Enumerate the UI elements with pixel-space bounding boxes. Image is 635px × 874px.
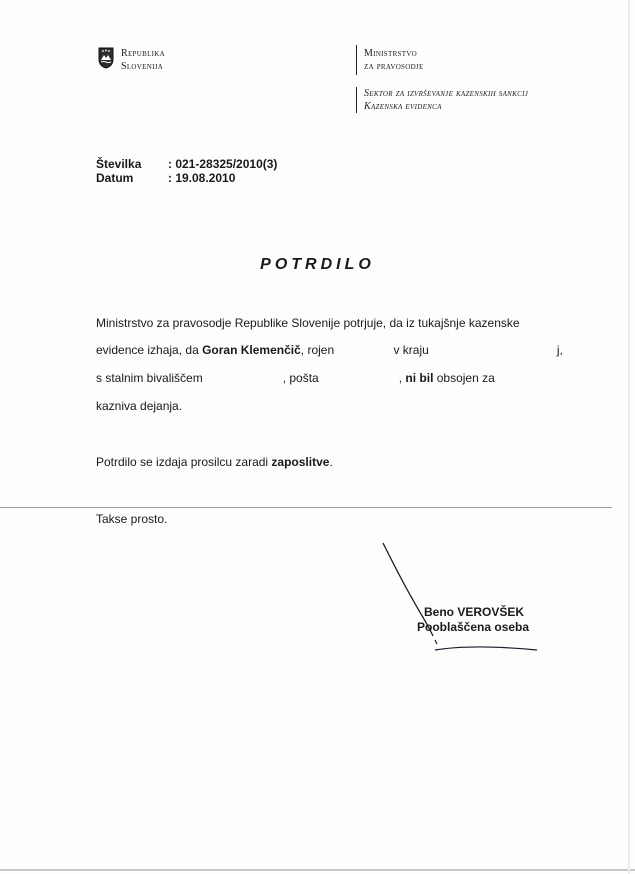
signatory-name: Beno VEROVŠEK [424,605,525,619]
republic-line2: Slovenija [121,61,164,72]
body-text: , pošta [282,371,319,385]
ministry-line1: Ministrstvo [364,48,418,59]
taxes-note: Takse prosto. [96,512,168,526]
sector-line1: Sektor za izvrševanje kazenskih sankcij [364,88,529,99]
header-divider-bottom [356,87,357,113]
date-label: Datum [96,171,134,185]
ministry-line2: za pravosodje [364,61,424,72]
body-line-5 [96,455,333,469]
signatory-role: Pooblaščena oseba [417,620,530,634]
handwritten-signature [375,538,545,668]
sector-line2: Kazenska evidenca [364,101,442,112]
scan-right-edge [628,0,630,874]
header-divider-top [356,45,357,75]
body-text: s stalnim bivališčem [96,371,203,385]
body-line-2 [96,343,563,357]
purpose-bold: zaposlitve [271,455,330,469]
body-text: , [398,371,406,385]
verdict-bold: ni bil [405,371,434,385]
body-text: evidence izhaja, da [96,343,203,357]
body-text: v kraju [393,343,429,357]
body-text: , rojen [300,343,338,357]
coat-of-arms-icon [98,47,114,69]
body-line-1: Ministrstvo za pravosodje Republike Slovenije potrjuje, da iz tukajšnje kazenske [96,316,520,330]
number-label: Številka [96,157,142,171]
date-value: : 19.08.2010 [168,171,236,185]
body-text: Potrdilo se izdaja prosilcu zaradi [96,455,272,469]
scan-bottom-edge [0,869,635,871]
body-text: obsojen za [433,371,495,385]
person-name: Goran Klemenčič [202,343,301,357]
republic-line1: Republika [121,48,165,59]
body-line-3 [96,371,495,385]
body-line-4: kazniva dejanja. [96,399,183,413]
document-title: POTRDILO [260,256,375,273]
body-text: . [329,455,333,469]
horizontal-rule [0,507,612,508]
number-value: : 021-28325/2010(3) [168,157,278,171]
body-text: j, [556,343,563,357]
